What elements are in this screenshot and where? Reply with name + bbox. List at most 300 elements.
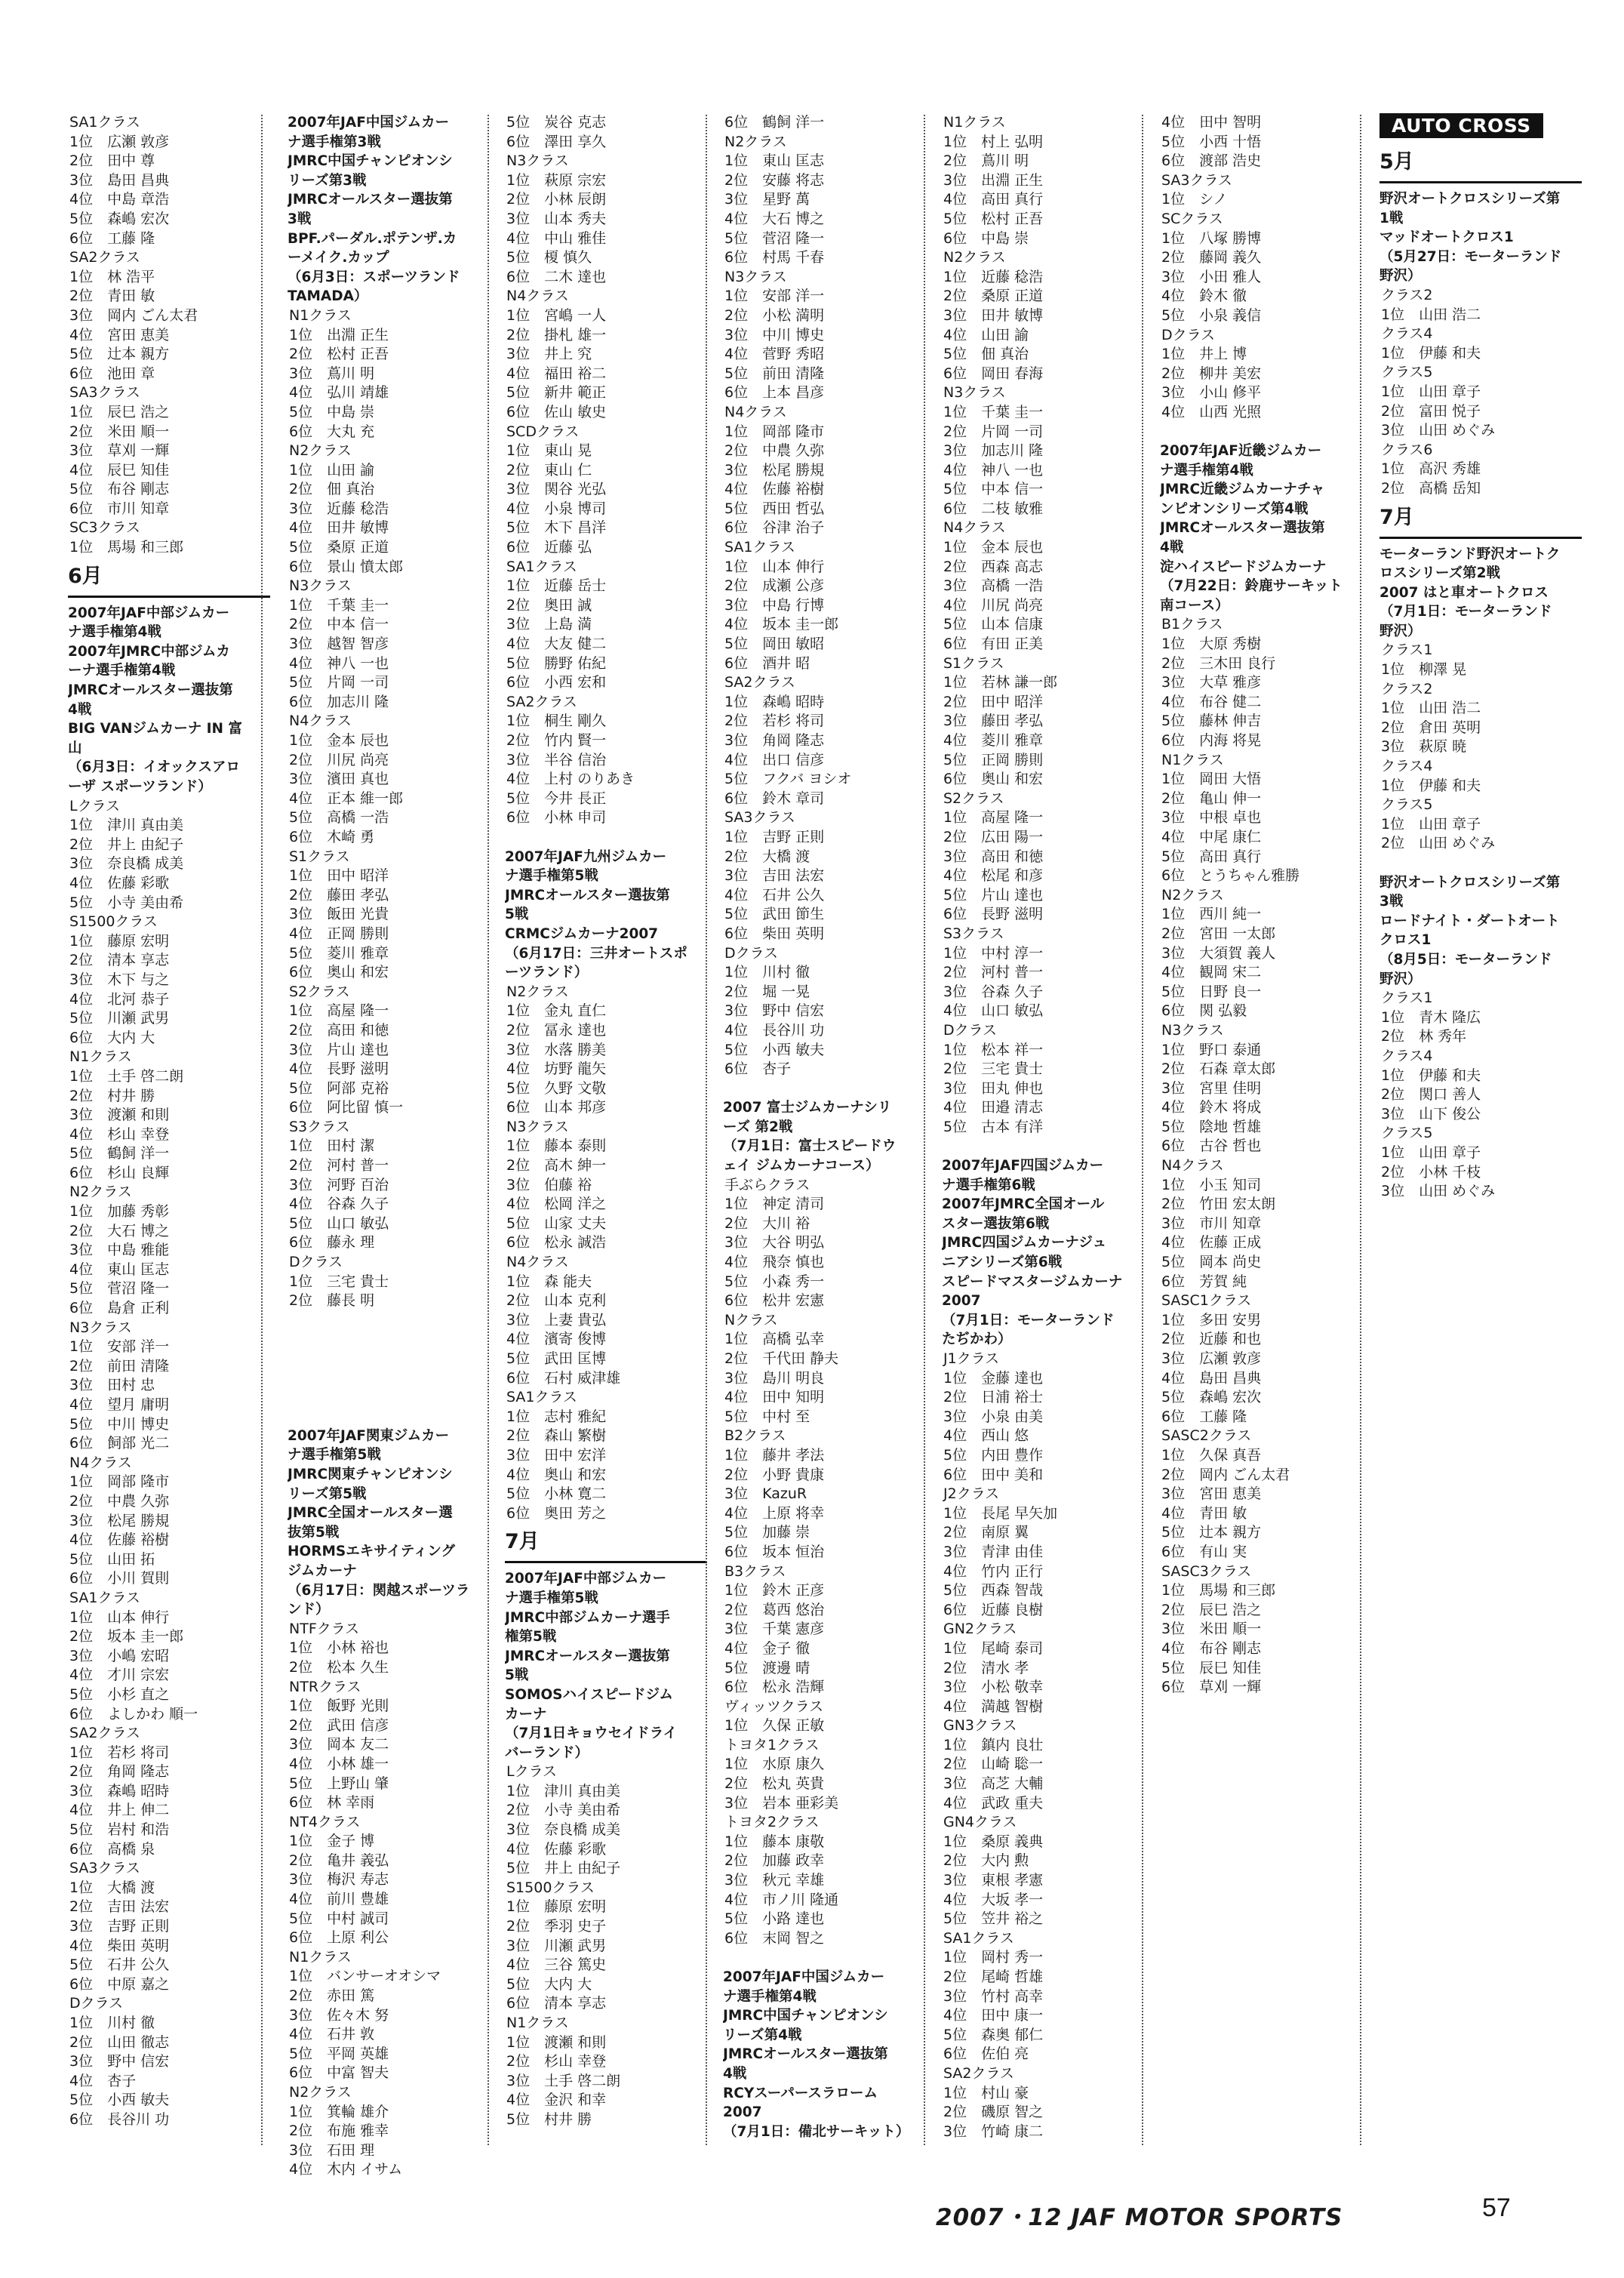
result-entry: 2位 中農 久弥	[69, 1492, 170, 1510]
result-entry: 2位 山崎 聡一	[943, 1756, 1044, 1773]
class-heading: N1クラス	[289, 1948, 352, 1966]
result-entry: 3位 竹村 高幸	[943, 1987, 1044, 2005]
result-entry: 5位 木下 昌洋	[506, 519, 607, 537]
class-heading: N2クラス	[289, 2084, 352, 2101]
result-entry: 6位 杉山 良輝	[69, 1164, 170, 1181]
result-entry: 5位 西森 智哉	[943, 1582, 1044, 1599]
result-entry: 2位 河村 普一	[289, 1157, 389, 1174]
result-entry: 3位 高橋 一浩	[943, 577, 1044, 595]
event-heading: ロードナイト・ダートオート	[1379, 913, 1560, 929]
result-entry: 2位 成瀬 公彦	[724, 577, 825, 595]
event-heading: 野沢オートクロスシリーズ第	[1379, 191, 1561, 207]
class-heading: Dクラス	[69, 1995, 124, 2012]
spacer	[723, 1948, 925, 1968]
class-heading: Lクラス	[506, 1763, 558, 1781]
event-heading: ェイ ジムカーナコース）	[723, 1158, 880, 1174]
spacer	[942, 1137, 1144, 1156]
event-heading: ンド）	[288, 1602, 330, 1618]
result-entry: 1位 鎮内 良壮	[943, 1736, 1044, 1753]
result-entry: 2位 川尻 尚亮	[289, 751, 389, 768]
result-entry: 2位 岡内 ごん太君	[1161, 1466, 1290, 1483]
result-entry: 3位 上島 満	[506, 616, 592, 633]
class-heading: SA3クラス	[69, 384, 140, 402]
result-entry: 3位 奈良橋 成美	[69, 855, 184, 873]
result-entry: 5位 村井 勝	[506, 2110, 592, 2128]
column-divider	[261, 115, 263, 2145]
result-entry: 1位 岡田 大悟	[1161, 771, 1262, 788]
class-heading: N4クラス	[724, 403, 787, 420]
result-entry: 2位 加藤 政幸	[724, 1852, 825, 1870]
result-entry: 5位 中川 博史	[69, 1415, 170, 1433]
result-entry: 2位 角岡 隆志	[69, 1763, 170, 1781]
result-entry: 4位 布谷 剛志	[1161, 1639, 1262, 1657]
result-entry: 5位 久野 文敬	[506, 1079, 607, 1097]
result-entry: 5位 高田 真行	[1161, 848, 1262, 865]
result-entry: 2位 大橋 渡	[724, 848, 810, 865]
result-entry: 6位 奥田 芳之	[506, 1504, 607, 1522]
result-entry: 6位 近藤 良樹	[943, 1601, 1044, 1618]
event-heading: 2007年JAF中部ジムカー	[68, 605, 230, 621]
result-entry: 6位 池田 章	[69, 365, 155, 382]
class-heading: SCDクラス	[506, 423, 580, 440]
result-entry: 5位 西田 哲弘	[724, 500, 825, 517]
event-heading: ナ選手権第3戦	[288, 134, 381, 150]
result-entry: 4位 才川 宗宏	[69, 1667, 170, 1684]
result-entry: 4位 大石 博之	[724, 210, 825, 227]
class-heading: S2クラス	[289, 983, 350, 1000]
class-heading: クラス5	[1381, 796, 1433, 814]
result-entry: 6位 島倉 正利	[69, 1300, 170, 1317]
result-entry: 4位 杏子	[69, 2072, 137, 2089]
result-entry: 6位 木崎 勇	[289, 828, 375, 845]
class-heading: NTRクラス	[289, 1678, 361, 1695]
result-entry: 3位 米田 順一	[1161, 1621, 1262, 1638]
result-entry: 5位 日野 良一	[1161, 983, 1262, 1000]
event-heading: 2007年JAF中国ジムカー	[288, 115, 450, 131]
result-entry: 5位 石井 公久	[69, 1956, 170, 1974]
class-heading: Dクラス	[289, 1254, 343, 1271]
class-heading: N3クラス	[289, 577, 352, 595]
class-heading: NT4クラス	[289, 1813, 361, 1830]
result-entry: 5位 勝野 佑紀	[506, 654, 607, 672]
result-entry: 3位 大須賀 義人	[1161, 944, 1276, 962]
class-heading: SA1クラス	[506, 1389, 577, 1406]
result-entry: 5位 岡田 敏昭	[724, 636, 825, 653]
result-entry: 5位 加藤 崇	[724, 1524, 810, 1541]
class-heading: SA1クラス	[724, 539, 795, 556]
results-column-3	[505, 113, 707, 2130]
result-entry: 2位 尾崎 哲雄	[943, 1969, 1044, 1985]
result-entry: 3位 宮里 佳明	[1161, 1079, 1262, 1097]
result-entry: 6位 大内 大	[69, 1029, 155, 1046]
result-entry: 3位 青津 由佳	[943, 1543, 1044, 1560]
result-entry: 5位 中村 至	[724, 1408, 810, 1425]
result-entry: 6位 奥山 和宏	[943, 771, 1044, 788]
result-entry: 1位 森嶋 昭時	[724, 693, 825, 710]
result-entry: 1位 若林 謙一郎	[943, 674, 1058, 691]
page-number: 57	[1482, 2193, 1511, 2222]
class-heading: SA1クラス	[943, 1929, 1014, 1947]
result-entry: 1位 吉野 正則	[724, 828, 825, 845]
result-entry: 4位 武政 重夫	[943, 1794, 1044, 1812]
result-entry: 1位 大原 秀樹	[1161, 636, 1262, 653]
result-entry: 5位 中村 誠司	[289, 1910, 389, 1927]
result-entry: 1位 馬場 和三郎	[1161, 1582, 1276, 1599]
result-entry: 2位 高木 紳一	[506, 1157, 607, 1174]
result-entry: 6位 飼部 光二	[69, 1435, 170, 1452]
result-entry: 4位 中山 雅佳	[506, 229, 607, 247]
column-divider	[1360, 115, 1361, 2145]
results-column-2	[288, 113, 490, 2180]
result-entry: 1位 渡瀬 和則	[506, 2033, 607, 2051]
event-heading: （7月22日：鈴鹿サーキット	[1160, 578, 1343, 595]
result-entry: 6位 有山 実	[1161, 1543, 1247, 1560]
result-entry: 5位 岡本 尚史	[1161, 1254, 1262, 1271]
result-entry: 2位 東山 仁	[506, 461, 592, 479]
result-entry: 1位 安部 洋一	[724, 288, 825, 305]
result-entry: 5位 炭谷 克志	[506, 114, 607, 131]
result-entry: 6位 加志川 隆	[289, 693, 389, 710]
result-entry: 3位 濱田 真也	[289, 771, 389, 788]
result-entry: 5位 鶴飼 洋一	[69, 1145, 170, 1162]
result-entry: 1位 金藤 達也	[943, 1369, 1044, 1387]
result-entry: 5位 高橋 一浩	[289, 809, 389, 827]
result-entry: 1位 辰巳 浩之	[69, 403, 170, 420]
result-entry: 2位 磯原 智之	[943, 2104, 1044, 2121]
result-entry: 3位 大草 雅彦	[1161, 674, 1262, 691]
result-entry: 1位 久保 真吾	[1161, 1446, 1262, 1464]
class-heading: SCクラス	[1161, 210, 1223, 227]
class-heading: N1クラス	[1161, 751, 1224, 768]
class-heading: N3クラス	[69, 1319, 132, 1336]
result-entry: 5位 岩村 和浩	[69, 1821, 170, 1839]
result-entry: 4位 谷森 久子	[289, 1196, 389, 1213]
result-entry: 6位 芳賀 純	[1161, 1273, 1247, 1290]
result-entry: 1位 山田 章子	[1381, 383, 1481, 400]
result-entry: 2位 中農 久弥	[724, 442, 825, 460]
class-heading: N4クラス	[943, 519, 1006, 537]
event-heading: BIG VANジムカーナ IN 富	[68, 721, 242, 737]
result-entry: 4位 松尾 和彦	[943, 867, 1044, 885]
result-entry: 3位 小泉 由美	[943, 1408, 1044, 1425]
result-entry: 1位 川村 徹	[724, 964, 810, 981]
result-entry: 1位 井上 博	[1161, 346, 1247, 363]
result-entry: 4位 北河 恭子	[69, 990, 170, 1008]
result-entry: 1位 高橋 弘幸	[724, 1331, 825, 1348]
result-entry: 1位 桑原 義典	[943, 1833, 1044, 1850]
result-entry: 1位 長尾 早矢加	[943, 1504, 1058, 1522]
result-entry: 6位 松井 宏憲	[724, 1292, 825, 1310]
class-heading: GN3クラス	[943, 1717, 1017, 1735]
class-heading: N2クラス	[289, 442, 352, 460]
result-entry: 1位 馬場 和三郎	[69, 539, 184, 556]
result-entry: 3位 加志川 隆	[943, 442, 1044, 460]
result-entry: 2位 大内 勲	[943, 1852, 1029, 1870]
result-entry: 3位 藤田 孝弘	[943, 713, 1044, 730]
result-entry: 3位 水落 勝美	[506, 1041, 607, 1058]
class-heading: S1500クラス	[69, 913, 158, 931]
result-entry: 6位 中島 崇	[943, 229, 1029, 247]
event-heading: 3戦	[288, 211, 312, 227]
result-entry: 3位 中島 雅能	[69, 1242, 170, 1259]
result-entry: 4位 山田 諭	[943, 326, 1029, 343]
result-entry: 2位 堀 一晃	[724, 983, 810, 1000]
result-entry: 2位 井上 由紀子	[69, 836, 184, 853]
result-entry: 2位 亀山 伸一	[1161, 790, 1262, 807]
result-entry: 4位 中尾 康仁	[1161, 828, 1262, 845]
class-heading: SA3クラス	[1161, 171, 1232, 189]
result-entry: 1位 津川 真由美	[69, 817, 184, 834]
event-heading: ーメイク.カップ	[288, 250, 389, 266]
result-entry: 1位 千葉 圭一	[943, 403, 1044, 420]
result-entry: 5位 新井 範正	[506, 384, 607, 402]
result-entry: 3位 KazuR	[724, 1485, 807, 1503]
result-entry: 4位 佐藤 正成	[1161, 1234, 1262, 1251]
class-heading: S2クラス	[943, 790, 1004, 807]
class-heading: N4クラス	[289, 713, 352, 730]
result-entry: 3位 河野 百治	[289, 1176, 389, 1193]
result-entry: 2位 葛西 悠治	[724, 1601, 825, 1618]
result-entry: 1位 伊藤 和夫	[1381, 344, 1481, 362]
result-entry: 6位 関 弘毅	[1161, 1002, 1247, 1020]
event-heading: ナ選手権第4戦	[1160, 462, 1253, 479]
result-entry: 3位 高田 和徳	[943, 848, 1044, 865]
event-heading: ナ選手権第6戦	[942, 1177, 1035, 1193]
result-entry: 4位 松岡 洋之	[506, 1196, 607, 1213]
result-entry: 2位 河村 普一	[943, 964, 1044, 981]
event-heading: （8月5日：モーターランド	[1379, 951, 1552, 968]
results-column-4	[723, 113, 925, 2141]
result-entry: 2位 三宅 貴士	[943, 1061, 1044, 1078]
result-entry: 1位 尾崎 泰司	[943, 1639, 1044, 1657]
result-entry: 6位 奥山 和宏	[289, 964, 389, 981]
result-entry: 2位 田中 昭洋	[943, 693, 1044, 710]
event-heading: ナ選手権第4戦	[723, 1988, 817, 2005]
result-entry: 2位 若杉 将司	[724, 713, 825, 730]
result-entry: 5位 辻本 親方	[1161, 1524, 1262, 1541]
event-heading: ジムカーナ	[288, 1562, 357, 1579]
result-entry: 3位 秋元 幸雄	[724, 1872, 825, 1889]
class-heading: クラス2	[1381, 680, 1433, 697]
result-entry: 4位 菱川 雅章	[943, 732, 1044, 749]
result-entry: 5位 小西 敏夫	[69, 2092, 170, 2109]
event-heading: JMRC全国オールスター選	[288, 1505, 453, 1522]
result-entry: 1位 田中 昭洋	[289, 867, 389, 885]
month-heading: 5月	[1379, 143, 1582, 183]
result-entry: 3位 松尾 勝規	[69, 1512, 170, 1529]
result-entry: 5位 川瀬 武男	[69, 1010, 170, 1027]
result-entry: 1位 東山 晃	[506, 442, 592, 460]
result-entry: 5位 菅沼 隆一	[69, 1280, 170, 1298]
result-entry: 4位 飛奈 慎也	[724, 1254, 825, 1271]
event-heading: JMRC四国ジムカーナジュ	[942, 1235, 1107, 1251]
event-heading: （7月1日：富士スピードウ	[723, 1138, 897, 1155]
result-entry: 5位 小西 敏夫	[724, 1041, 825, 1058]
event-heading: ーズ 第2戦	[723, 1119, 793, 1135]
class-heading: Dクラス	[1161, 326, 1216, 343]
result-entry: 2位 富田 悦子	[1381, 402, 1481, 420]
result-entry: 1位 高屋 隆一	[289, 1002, 389, 1020]
result-entry: 2位 冨永 達也	[506, 1021, 607, 1039]
result-entry: 5位 陰地 哲雄	[1161, 1118, 1262, 1135]
class-heading: Dクラス	[943, 1021, 998, 1039]
class-heading: NTFクラス	[289, 1620, 360, 1637]
result-entry: 4位 西山 悠	[943, 1427, 1029, 1445]
result-entry: 1位 金子 博	[289, 1833, 375, 1850]
column-divider	[706, 115, 707, 2145]
result-entry: 4位 鈴木 将成	[1161, 1099, 1262, 1116]
result-entry: 5位 小森 秀一	[724, 1273, 825, 1290]
event-heading: 淀ハイスピードジムカーナ	[1160, 559, 1327, 575]
result-entry: 4位 観岡 宋二	[1161, 964, 1262, 981]
class-heading: B2クラス	[724, 1427, 786, 1445]
result-entry: 3位 野中 信宏	[69, 2053, 170, 2070]
result-entry: 4位 小泉 博司	[506, 500, 607, 517]
result-entry: 3位 市川 知章	[1161, 1214, 1262, 1232]
result-entry: 6位 坂本 恒治	[724, 1543, 825, 1560]
result-entry: 6位 渡部 浩史	[1161, 152, 1262, 170]
result-entry: 2位 安藤 将志	[724, 171, 825, 189]
result-entry: 6位 谷津 治子	[724, 519, 825, 537]
result-entry: 4位 大坂 孝一	[943, 1891, 1044, 1908]
result-entry: 2位 小松 満明	[724, 306, 825, 324]
class-heading: SA2クラス	[506, 693, 577, 710]
event-heading: JMRCオールスター選抜第	[723, 2046, 888, 2063]
autocross-section	[1379, 113, 1582, 140]
event-heading: 2007	[942, 1293, 981, 1310]
month-heading: 7月	[505, 1523, 707, 1563]
event-heading: HORMSエキサイティング	[288, 1544, 456, 1560]
event-heading: ナ選手権第5戦	[505, 868, 598, 885]
class-heading: S3クラス	[289, 1118, 350, 1135]
result-entry: 2位 小野 貴康	[724, 1466, 825, 1483]
result-entry: 6位 中原 嘉之	[69, 1975, 170, 1993]
result-entry: 1位 千葉 圭一	[289, 596, 389, 614]
result-entry: 4位 満越 智樹	[943, 1698, 1044, 1715]
result-entry: 5位 小林 寛二	[506, 1485, 607, 1503]
class-heading: SA1クラス	[69, 114, 140, 131]
result-entry: 5位 辰巳 知佳	[1161, 1659, 1262, 1676]
event-heading: JMRCオールスター選抜第	[505, 887, 670, 904]
class-heading: Dクラス	[724, 944, 779, 962]
result-entry: 3位 広瀬 敦彦	[1161, 1350, 1262, 1367]
class-heading: クラス4	[1381, 758, 1433, 775]
result-entry: 3位 松尾 勝規	[724, 461, 825, 479]
event-heading: マッドオートクロス1	[1379, 229, 1514, 246]
result-entry: 5位 平岡 英雄	[289, 2045, 389, 2062]
result-entry: 2位 村井 勝	[69, 1087, 155, 1104]
result-entry: 4位 宮田 恵美	[69, 326, 170, 343]
class-heading: N2クラス	[1161, 886, 1224, 904]
result-entry: 5位 正岡 勝則	[943, 751, 1044, 768]
class-heading: クラス4	[1381, 325, 1433, 343]
result-entry: 4位 柴田 英明	[69, 1937, 170, 1954]
result-entry: 6位 草刈 一輝	[1161, 1679, 1262, 1696]
result-entry: 6位 田中 美和	[943, 1466, 1044, 1483]
result-entry: 3位 出淵 正生	[943, 171, 1044, 189]
class-heading: N3クラス	[943, 384, 1006, 402]
result-entry: 3位 中島 行博	[724, 596, 825, 614]
event-heading: JMRCオールスター選抜第	[1160, 520, 1325, 537]
result-entry: 1位 加藤 秀彰	[69, 1203, 170, 1221]
result-entry: 3位 木下 与之	[69, 971, 170, 988]
result-entry: 3位 佐々木 努	[289, 2006, 389, 2024]
result-entry: 3位 山田 めぐみ	[1381, 1183, 1496, 1200]
result-entry: 1位 山田 諭	[289, 461, 375, 479]
class-heading: S1クラス	[943, 654, 1004, 672]
class-heading: Nクラス	[724, 1311, 778, 1328]
class-heading: N2クラス	[943, 249, 1006, 266]
result-entry: 6位 柴田 英明	[724, 925, 825, 942]
result-entry: 6位 山本 邦彦	[506, 1099, 607, 1116]
event-heading: 2007年JAF関東ジムカー	[288, 1427, 450, 1444]
event-heading: 2007年JAF中部ジムカー	[505, 1571, 667, 1587]
class-heading: SA3クラス	[69, 1860, 140, 1877]
result-entry: 2位 千代田 静夫	[724, 1350, 839, 1367]
result-entry: 5位 森嶋 宏次	[69, 210, 170, 227]
result-entry: 1位 津川 真由美	[506, 1782, 621, 1799]
class-heading: クラス2	[1381, 286, 1433, 303]
result-entry: 1位 藤本 泰則	[506, 1137, 607, 1155]
result-entry: 4位 金子 徹	[724, 1639, 810, 1657]
results-column-5	[942, 113, 1144, 2141]
result-entry: 6位 鶴飼 洋一	[724, 114, 825, 131]
class-heading: トヨタ1クラス	[724, 1736, 820, 1753]
result-entry: 5位 古本 有洋	[943, 1118, 1044, 1135]
result-entry: 1位 柳澤 晃	[1381, 661, 1467, 679]
result-entry: 6位 とうちゃん雅勝	[1161, 867, 1300, 885]
class-heading: N2クラス	[69, 1184, 132, 1201]
result-entry: 2位 清本 享志	[69, 952, 170, 969]
class-heading: SA2クラス	[69, 1725, 140, 1742]
result-entry: 6位 市川 知章	[69, 500, 170, 517]
result-entry: 5位 片山 達也	[943, 886, 1044, 904]
event-heading: 3戦	[1379, 894, 1404, 910]
result-entry: 3位 田村 忠	[69, 1377, 155, 1394]
result-entry: 1位 山田 章子	[1381, 815, 1481, 833]
result-entry: 5位 森嶋 宏次	[1161, 1389, 1262, 1406]
event-heading: スピードマスタージムカーナ	[942, 1273, 1123, 1290]
result-entry: 1位 シノ	[1161, 191, 1228, 208]
result-entry: 4位 正岡 勝則	[289, 925, 389, 942]
class-heading: 手ぶらクラス	[724, 1176, 810, 1193]
result-entry: 5位 藤林 伸吉	[1161, 713, 1262, 730]
result-entry: 1位 藤原 宏明	[506, 1898, 607, 1916]
result-entry: 5位 阿部 克裕	[289, 1079, 389, 1097]
result-entry: 1位 林 浩平	[69, 268, 155, 285]
result-entry: 3位 中根 卓也	[1161, 809, 1262, 827]
result-entry: 1位 飯野 光則	[289, 1698, 389, 1715]
result-entry: 2位 日浦 裕士	[943, 1389, 1044, 1406]
class-heading: クラス5	[1381, 364, 1433, 381]
class-heading: クラス6	[1381, 441, 1433, 458]
result-entry: 3位 井上 究	[506, 346, 592, 363]
result-entry: 2位 桑原 正道	[943, 288, 1044, 305]
spacer	[505, 828, 707, 848]
result-entry: 6位 大丸 充	[289, 423, 375, 440]
event-heading: カーナ	[505, 1706, 547, 1722]
result-entry: 4位 田中 知明	[724, 1389, 825, 1406]
result-entry: 6位 古谷 哲也	[1161, 1137, 1262, 1155]
event-heading: JMRC中部ジムカーナ選手	[505, 1609, 670, 1626]
event-heading: ナ選手権第4戦	[68, 624, 161, 641]
result-entry: 2位 南原 翼	[943, 1524, 1029, 1541]
class-heading: N4クラス	[506, 288, 569, 305]
result-entry: 6位 二木 達也	[506, 268, 607, 285]
result-entry: 1位 久保 正敏	[724, 1717, 825, 1735]
result-entry: 4位 井上 伸二	[69, 1802, 170, 1819]
result-entry: 2位 前田 清隆	[69, 1357, 170, 1374]
